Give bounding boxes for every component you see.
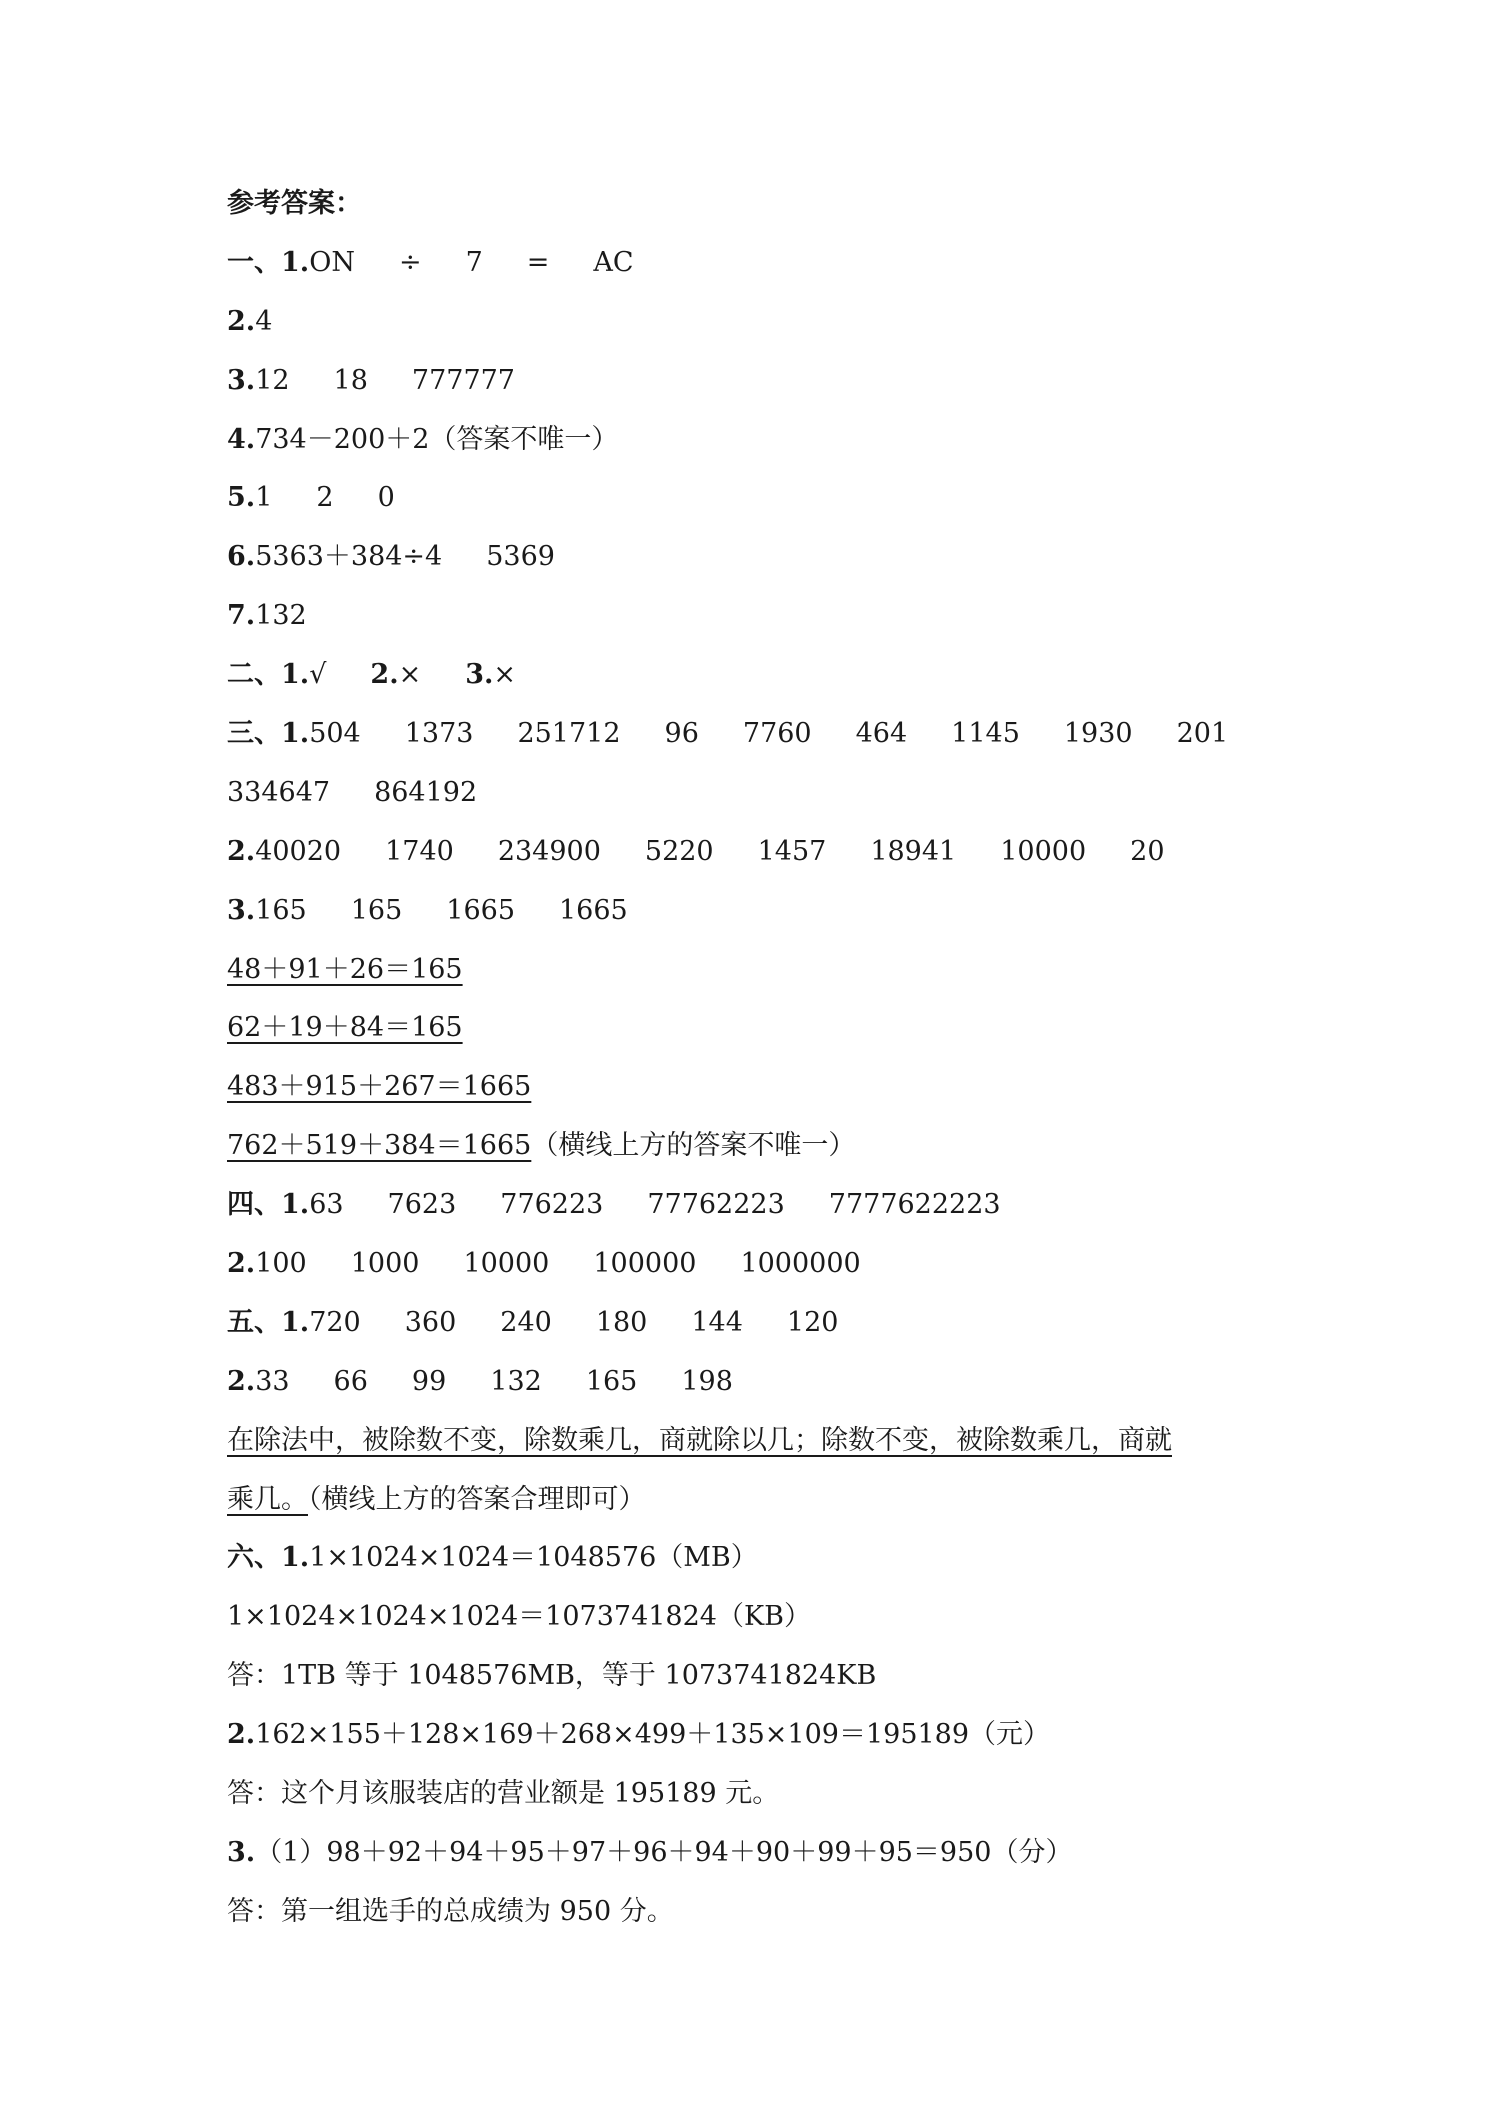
answer-item: 100000 [593, 1248, 697, 1280]
answer-item: 66 [333, 1365, 368, 1397]
underlined-rule: 在除法中，被除数不变，除数乘几，商就除以几；除数不变，被除数乘几，商就 [227, 1424, 1172, 1456]
answer-item: 234900 [497, 835, 601, 867]
answer-item: 165 [585, 1365, 638, 1397]
s4-q2 [227, 1235, 1287, 1294]
s5-rule-line1 [227, 1412, 1287, 1471]
answer-item: 720 [309, 1306, 361, 1338]
answer-item: 132 [490, 1365, 542, 1397]
answer-item: 7 [465, 246, 483, 278]
s1-q1-label: 一、1. [227, 246, 310, 278]
s3-q3-label: 3. [227, 894, 256, 926]
answer-item: 5363＋384÷4 [255, 541, 443, 573]
answer-item: 201 [1176, 718, 1229, 750]
answer-item: 1665 [559, 894, 628, 926]
answer-text: 162×155＋128×169＋268×499＋135×109＝195189（元） [255, 1719, 1051, 1751]
s2-q2-label: 2. [370, 659, 399, 691]
answer-item: 18941 [870, 835, 957, 867]
s3-eq3 [227, 1058, 1287, 1117]
underlined-equation: 48＋91＋26＝165 [227, 953, 463, 985]
answer-item: ÷ [398, 246, 422, 278]
s1-q5 [227, 469, 1287, 528]
cross-mark: × [493, 659, 517, 691]
answer-text: 4 [255, 305, 273, 337]
answer-item: 5220 [644, 835, 714, 867]
answer-item: 240 [500, 1306, 552, 1338]
s3-q2 [227, 823, 1287, 882]
s1-q4 [227, 411, 1287, 470]
answer-text: 132 [255, 600, 307, 632]
s3-q2-label: 2. [227, 835, 256, 867]
answer-item: 77762223 [647, 1189, 785, 1221]
answer-text: （1）98＋92＋94＋95＋97＋96＋94＋90＋99＋95＝950（分） [255, 1836, 1073, 1868]
s6-q1 [227, 1529, 1287, 1588]
answer-item: 360 [404, 1306, 457, 1338]
answer-item: = [526, 246, 550, 278]
s4-q1-label: 四、1. [227, 1189, 310, 1221]
answer-item: ON [309, 246, 355, 278]
answer-item: 334647 [227, 776, 331, 808]
answer-item: 7760 [742, 718, 812, 750]
s1-q1 [227, 234, 1287, 293]
answer-item: 120 [786, 1306, 839, 1338]
answer-item: 33 [255, 1365, 290, 1397]
answer-item: 464 [855, 718, 908, 750]
answer-item: 18 [333, 364, 368, 396]
s3-eq1 [227, 941, 1287, 1000]
answer-item: 40020 [255, 835, 342, 867]
answer-item: 165 [255, 894, 307, 926]
answer-item: 5369 [486, 541, 555, 573]
s5-q2-label: 2. [227, 1365, 256, 1397]
s3-q1-label: 三、1. [227, 718, 310, 750]
s1-q6 [227, 528, 1287, 587]
s2-answers [227, 646, 1287, 705]
s1-q3 [227, 352, 1287, 411]
answer-item: 12 [255, 364, 290, 396]
answer-item: 1 [255, 482, 273, 514]
s6-q1-answer: 答：1TB 等于 1048576MB，等于 1073741824KB [227, 1660, 877, 1692]
s3-q1-cont [227, 764, 1287, 823]
answer-item: 20 [1130, 835, 1165, 867]
answer-item: 1000 [350, 1248, 420, 1280]
s6-q2 [227, 1706, 1287, 1765]
s6-q2-answer: 答：这个月该服装店的营业额是 195189 元。 [227, 1778, 780, 1810]
answer-item: 777777 [411, 364, 515, 396]
answer-item: 251712 [517, 718, 621, 750]
s3-eq4 [227, 1117, 1287, 1176]
s1-q3-label: 3. [227, 364, 256, 396]
s1-q7 [227, 587, 1287, 646]
check-mark: √ [309, 659, 327, 691]
answer-item: 1930 [1063, 718, 1133, 750]
answer-item: 180 [595, 1306, 648, 1338]
s1-q2 [227, 293, 1287, 352]
answer-item: 10000 [463, 1248, 550, 1280]
page-title: 参考答案： [227, 188, 362, 219]
s6-q3-answer: 答：第一组选手的总成绩为 950 分。 [227, 1895, 674, 1927]
s5-q1 [227, 1294, 1287, 1353]
answer-item: 1665 [446, 894, 515, 926]
answer-item: 776223 [500, 1189, 604, 1221]
answer-item: 1740 [385, 835, 454, 867]
note: （横线上方的答案合理即可） [308, 1483, 646, 1515]
answer-text: 1×1024×1024＝1048576（MB） [309, 1542, 758, 1574]
underlined-rule: 乘几。 [227, 1483, 308, 1515]
s4-q1 [227, 1176, 1287, 1235]
s6-q3 [227, 1824, 1287, 1883]
s5-q1-label: 五、1. [227, 1306, 310, 1338]
answer-item: 99 [411, 1365, 447, 1397]
s6-q3-label: 3. [227, 1836, 256, 1868]
answer-item: 144 [691, 1306, 743, 1338]
s1-q4-label: 4. [227, 423, 256, 455]
s6-q1-label: 六、1. [227, 1542, 310, 1574]
s6-q1-line2: 1×1024×1024×1024＝1073741824（KB） [227, 1601, 811, 1633]
answer-item: 1373 [404, 718, 474, 750]
answer-item: 96 [664, 718, 699, 750]
answer-item: 7777622223 [828, 1189, 1001, 1221]
s1-q2-label: 2. [227, 305, 256, 337]
s5-rule-line2 [227, 1471, 1287, 1530]
s2-q3-label: 3. [465, 659, 494, 691]
answer-item: 198 [681, 1365, 733, 1397]
answer-item: 1145 [951, 718, 1020, 750]
answer-item: 504 [309, 718, 361, 750]
s4-q2-label: 2. [227, 1248, 256, 1280]
answer-item: 864192 [374, 776, 478, 808]
s2-q1-label: 二、1. [227, 659, 310, 691]
note: （横线上方的答案不唯一） [531, 1130, 856, 1162]
answer-item: 2 [316, 482, 334, 514]
s1-q7-label: 7. [227, 600, 256, 632]
answer-item: 1457 [757, 835, 827, 867]
answer-item: 7623 [387, 1189, 457, 1221]
s5-q2 [227, 1353, 1287, 1412]
s3-eq2 [227, 999, 1287, 1058]
s1-q6-label: 6. [227, 541, 256, 573]
answer-item: 1000000 [740, 1248, 861, 1280]
underlined-equation: 62＋19＋84＝165 [227, 1012, 463, 1044]
answer-item: 165 [350, 894, 403, 926]
answer-item: 0 [377, 482, 395, 514]
cross-mark: × [398, 659, 422, 691]
s3-q1 [227, 705, 1287, 764]
answer-item: AC [593, 246, 634, 278]
answer-text: 734－200＋2（答案不唯一） [255, 423, 619, 455]
answer-sheet [227, 175, 1287, 1942]
answer-item: 63 [309, 1189, 344, 1221]
s1-q5-label: 5. [227, 482, 256, 514]
s3-q3 [227, 882, 1287, 941]
underlined-equation: 762＋519＋384＝1665 [227, 1130, 532, 1162]
answer-item: 10000 [1000, 835, 1087, 867]
s6-q2-label: 2. [227, 1719, 256, 1751]
answer-item: 100 [255, 1248, 307, 1280]
underlined-equation: 483＋915＋267＝1665 [227, 1071, 532, 1103]
